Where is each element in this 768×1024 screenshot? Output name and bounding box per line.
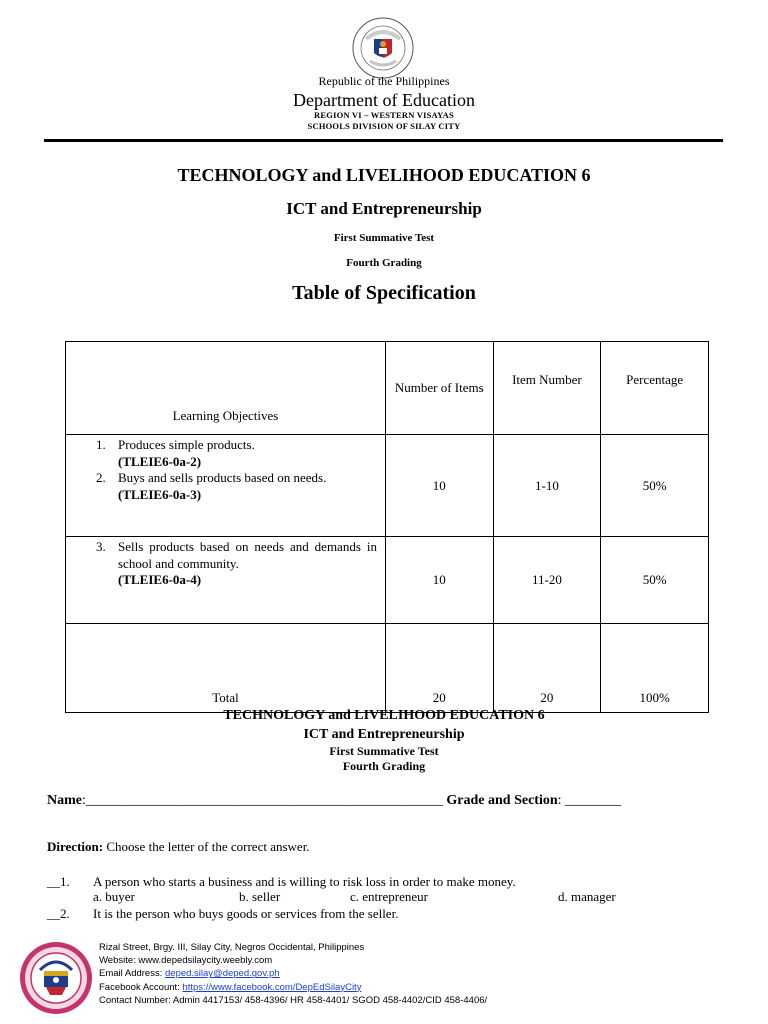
course-title: ICT and Entrepreneurship [286,199,482,218]
item-number-cell: 11-20 [493,537,601,624]
footer-address: Rizal Street, Brgy. III, Silay City, Negros Occidental, Philippines [99,942,365,953]
division-seal-logo [18,940,94,1016]
test-grading-label: Fourth Grading [342,759,426,773]
table-row [66,537,709,624]
grading-label: Fourth Grading [346,257,422,269]
grade-section-label: Grade and Section [446,793,558,808]
header-divider [44,139,723,142]
table-total-row [66,624,709,713]
percentage-cell: 50% [601,537,709,624]
items-cell: 10 [385,435,493,537]
name-grade-line [47,793,621,809]
choice-d: d. manager [558,889,616,904]
objective-code: (TLEIE6-0a-2) [118,453,202,469]
table-header-row [66,342,709,435]
answer-choices [93,889,616,905]
question-item [47,874,516,890]
footer-contact: Contact Number: Admin 4417153/ 458-4396/ HR 458-4401/ SGOD 458-4402/CID 458-4406/ [99,994,488,1006]
objective-item [96,539,377,589]
direction-line [47,839,310,855]
subject-title: TECHNOLOGY and LIVELIHOOD EDUCATION 6 [177,165,591,185]
facebook-label: Facebook Account: [99,981,183,993]
deped-seal-logo [352,17,414,79]
footer-facebook-line [99,981,487,994]
header-objectives: Learning Objectives [66,342,386,435]
grade-section-blank[interactable]: : ________ [557,793,622,808]
name-label: Name [47,793,82,808]
item-number-cell: 1-10 [493,435,601,537]
header-percentage: Percentage [601,342,709,435]
header-item-number: Item Number [493,342,601,435]
email-label: Email Address: [99,968,165,980]
choice-a: a. buyer [93,889,135,904]
question-text: A person who starts a business and is willing to risk loss in order to make money. [93,874,516,889]
test-label: First Summative Test [333,232,435,244]
footer-email-line [99,967,487,980]
question-item [47,906,398,922]
specification-table [65,341,709,713]
test-subject-title: TECHNOLOGY and LIVELIHOOD EDUCATION 6 [223,708,545,723]
objective-code: (TLEIE6-0a-3) [118,486,202,502]
header-items: Number of Items [385,342,493,435]
objective-number: 1. [96,437,106,452]
objective-item [96,437,377,470]
total-label: Total [66,624,386,713]
objective-text: Sells products based on needs and demands in school and community. [118,539,377,571]
footer-contact-block [99,941,487,1007]
objective-code: (TLEIE6-0a-4) [118,572,202,587]
objectives-cell [66,435,386,537]
total-percentage: 100% [601,624,709,713]
question-number[interactable]: __2. [47,906,70,921]
test-course-title: ICT and Entrepreneurship [303,727,465,742]
percentage-cell: 50% [601,435,709,537]
facebook-link[interactable]: https://www.facebook.com/DepEdSilayCity [182,981,362,993]
table-row [66,435,709,537]
department-label: Department of Education [293,90,475,110]
email-link[interactable]: deped.silay@deped.gov.ph [165,968,280,980]
tos-title: Table of Specification [292,282,476,304]
objective-text: Buys and sells products based on needs. [118,470,327,485]
objectives-cell [66,537,386,624]
objective-item [96,470,377,503]
question-number[interactable]: __1. [47,874,70,889]
objective-number: 2. [96,470,106,485]
direction-label: Direction: [47,839,104,854]
choice-c: c. entrepreneur [350,889,428,904]
footer-website: Website: www.depedsilaycity.weebly.com [99,955,273,967]
objective-number: 3. [96,539,106,554]
total-item-number: 20 [493,624,601,713]
question-text: It is the person who buys goods or services from the seller. [93,906,399,921]
direction-text: Choose the letter of the correct answer. [103,839,310,854]
items-cell: 10 [385,537,493,624]
region-label: REGION VI – WESTERN VISAYAS [314,110,454,120]
objective-text: Produces simple products. [118,437,255,452]
test-name-label: First Summative Test [329,744,439,758]
choice-b: b. seller [239,889,281,904]
division-label: SCHOOLS DIVISION OF SILAY CITY [307,121,461,131]
republic-label: Republic of the Philippines [318,74,450,88]
total-items: 20 [385,624,493,713]
name-blank[interactable]: :___________________________________________________ [82,793,443,808]
